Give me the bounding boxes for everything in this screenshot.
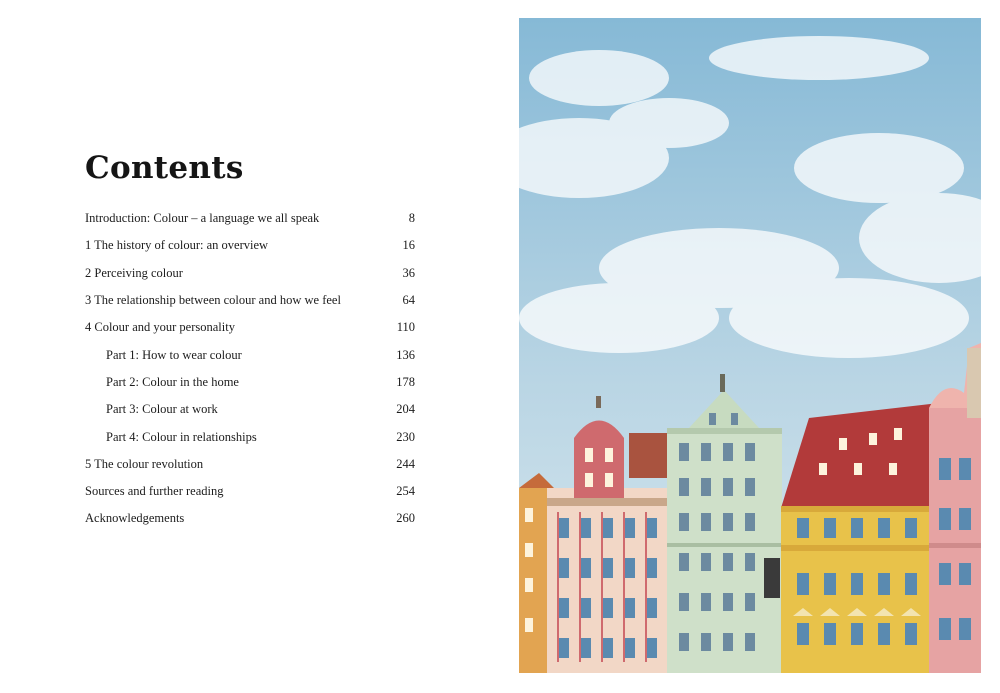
toc-entry-label: Part 2: Colour in the home [106, 374, 239, 389]
toc-subentry[interactable] [85, 369, 415, 396]
toc-entry-label: 2 Perceiving colour [85, 265, 183, 280]
toc-entry-page: 110 [396, 320, 415, 335]
toc-entry-label: Part 4: Colour in relationships [106, 429, 257, 444]
toc-entry[interactable] [85, 505, 415, 532]
toc-entry-page: 204 [396, 402, 415, 417]
toc-entry-page: 136 [396, 347, 415, 362]
toc-entry[interactable] [85, 232, 415, 259]
toc-entry-label: 1 The history of colour: an overview [85, 238, 269, 253]
table-of-contents [85, 205, 415, 533]
toc-entry-label: 5 The colour revolution [85, 456, 204, 471]
page-title: Contents [85, 150, 244, 186]
toc-entry-label: Part 3: Colour at work [106, 402, 218, 417]
toc-entry[interactable] [85, 205, 415, 232]
toc-entry-label: Introduction: Colour – a language we all speak [85, 211, 320, 226]
toc-entry-page: 64 [402, 293, 415, 308]
toc-entry-label: 3 The relationship between colour and how we feel [85, 293, 341, 308]
yellow-red-roof-house [781, 403, 941, 673]
toc-entry-label: Sources and further reading [85, 484, 224, 499]
toc-entry-label: 4 Colour and your personality [85, 320, 235, 335]
toc-entry-label: Acknowledgements [85, 511, 185, 526]
toc-entry-page: 36 [402, 265, 415, 280]
toc-entry-page: 230 [396, 429, 415, 444]
toc-entry-page: 16 [402, 238, 415, 253]
toc-entry-page: 260 [396, 511, 415, 526]
toc-entry[interactable] [85, 260, 415, 287]
toc-entry-label: Part 1: How to wear colour [106, 347, 242, 362]
toc-entry[interactable] [85, 314, 415, 341]
toc-entry[interactable] [85, 451, 415, 478]
toc-entry-page: 254 [396, 484, 415, 499]
toc-entry-page: 8 [408, 211, 415, 226]
toc-subentry[interactable] [85, 396, 415, 423]
toc-subentry[interactable] [85, 341, 415, 368]
toc-subentry[interactable] [85, 423, 415, 450]
toc-entry-page: 178 [396, 374, 415, 389]
colourful-facades-photo [519, 18, 981, 673]
toc-entry[interactable] [85, 478, 415, 505]
toc-entry[interactable] [85, 287, 415, 314]
toc-entry-page: 244 [396, 456, 415, 471]
